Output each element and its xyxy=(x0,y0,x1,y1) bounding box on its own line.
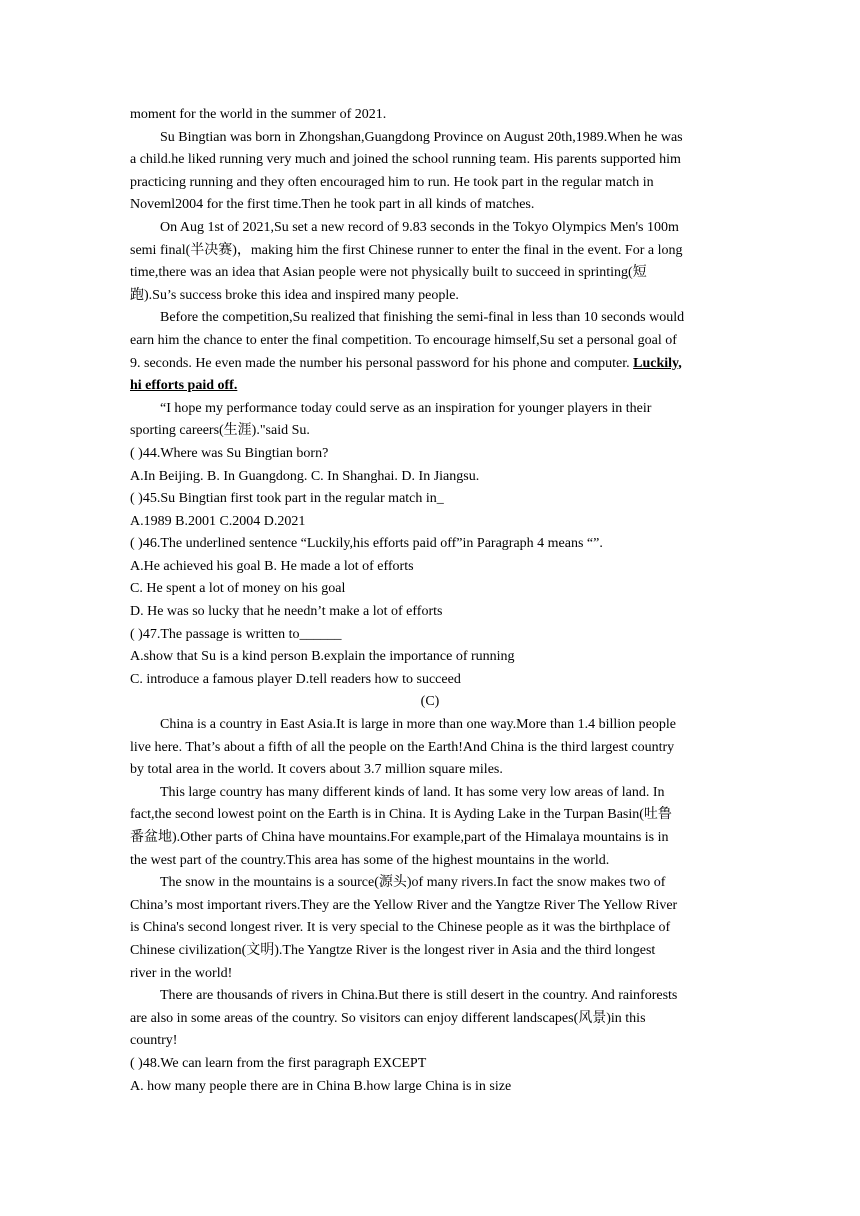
paragraph-china-rivers xyxy=(130,872,730,985)
questions-c xyxy=(130,1053,730,1098)
question-46: ( )46.The underlined sentence “Luckily,his efforts paid off”in Paragraph 4 means “”. xyxy=(130,536,603,552)
document-body xyxy=(130,104,730,1098)
question-44-options: A.In Beijing. B. In Guangdong. C. In Shanghai. D. In Jiangsu. xyxy=(130,468,480,484)
paragraph-china-landscapes xyxy=(130,985,730,1053)
question-46-option-d: D. He was so lucky that he needn’t make a lot of efforts xyxy=(130,604,443,620)
text-line: fact,the second lowest point on the Earth is in China. It is Ayding Lake in the Turpan Basin(吐鲁 xyxy=(130,807,672,823)
text-line: 跑).Su’s success broke this idea and inspired many people. xyxy=(130,287,459,303)
text-line: earn him the chance to enter the final competition. To encourage himself,Su set a personal goal of xyxy=(130,332,677,348)
text-line: “I hope my performance today could serve as an inspiration for younger players in their xyxy=(160,400,652,416)
question-46-option-ab: A.He achieved his goal B. He made a lot of efforts xyxy=(130,558,414,574)
text-line: a child.he liked running very much and joined the school running team. His parents supported him xyxy=(130,152,681,168)
text-line: by total area in the world. It covers about 3.7 million square miles. xyxy=(130,762,503,778)
text-line: country! xyxy=(130,1033,178,1049)
paragraph-su-record xyxy=(130,217,730,307)
question-44: ( )44.Where was Su Bingtian born? xyxy=(130,445,329,461)
text-line: practicing running and they often encouraged him to run. He took part in the regular match in xyxy=(130,174,654,190)
questions-b xyxy=(130,443,730,692)
text-line: Su Bingtian was born in Zhongshan,Guangdong Province on August 20th,1989.When he was xyxy=(160,129,683,145)
text-line: China is a country in East Asia.It is large in more than one way.More than 1.4 billion people xyxy=(160,717,676,733)
text-line: is China's second longest river. It is very special to the Chinese people as it was the birthplace of xyxy=(130,920,671,936)
question-48-options: A. how many people there are in China B.how large China is in size xyxy=(130,1078,512,1094)
text-line: Before the competition,Su realized that finishing the semi-final in less than 10 seconds would xyxy=(160,310,685,326)
text-line xyxy=(130,353,730,376)
question-45: ( )45.Su Bingtian first took part in the regular match in_ xyxy=(130,491,444,507)
text-line xyxy=(130,375,730,398)
question-47-option-cd: C. introduce a famous player D.tell readers how to succeed xyxy=(130,671,461,687)
text-line: sporting careers(生涯)."said Su. xyxy=(130,423,310,439)
paragraph-china-land xyxy=(130,782,730,872)
text-line: are also in some areas of the country. So visitors can enjoy different landscapes(风景)in this xyxy=(130,1010,646,1026)
text-line: On Aug 1st of 2021,Su set a new record of 9.83 seconds in the Tokyo Olympics Men's 100m xyxy=(160,219,679,235)
question-48: ( )48.We can learn from the first paragraph EXCEPT xyxy=(130,1055,427,1071)
text-line: the west part of the country.This area has some of the highest mountains in the world. xyxy=(130,852,610,868)
text-line: Chinese civilization(文明).The Yangtze River is the longest river in Asia and the third longest xyxy=(130,942,656,958)
section-heading-c: (C) xyxy=(420,694,440,710)
underlined-sentence: Luckily, xyxy=(633,355,682,371)
question-46-option-c: C. He spent a lot of money on his goal xyxy=(130,581,346,597)
text-line: live here. That’s about a fifth of all the people on the Earth!And China is the third largest country xyxy=(130,739,675,755)
text-line: Noveml2004 for the first time.Then he took part in all kinds of matches. xyxy=(130,197,535,213)
question-47-option-ab: A.show that Su is a kind person B.explain the importance of running xyxy=(130,649,515,665)
paragraph-china-intro xyxy=(130,714,730,782)
text-line: time,there was an idea that Asian people were not physically built to succeed in sprinting(短 xyxy=(130,265,647,281)
text-line: China’s most important rivers.They are the Yellow River and the Yangtze River The Yellow River xyxy=(130,897,678,913)
text-line: 番盆地).Other parts of China have mountains.For example,part of the Himalaya mountains is in xyxy=(130,830,669,845)
paragraph-su-goal xyxy=(130,307,730,397)
underlined-sentence: hi efforts paid off. xyxy=(130,378,238,394)
text-line: semi final(半决赛)，making him the first Chinese runner to enter the final in the event. For a long xyxy=(130,242,683,258)
text-line: There are thousands of rivers in China.But there is still desert in the country. And rainforests xyxy=(160,988,678,1004)
text-line: river in the world! xyxy=(130,965,233,981)
question-47: ( )47.The passage is written to______ xyxy=(130,626,342,642)
text-line: This large country has many different kinds of land. It has some very low areas of land. In xyxy=(160,784,665,800)
question-45-options: A.1989 B.2001 C.2004 D.2021 xyxy=(130,513,306,529)
paragraph-su-quote xyxy=(130,398,730,443)
paragraph-su-birth xyxy=(130,127,730,217)
text-segment: 9. seconds. He even made the number his personal password for his phone and computer. xyxy=(130,355,634,371)
text-line: moment for the world in the summer of 2021. xyxy=(130,107,387,122)
text-line: The snow in the mountains is a source(源头)of many rivers.In fact the snow makes two of xyxy=(160,875,666,891)
